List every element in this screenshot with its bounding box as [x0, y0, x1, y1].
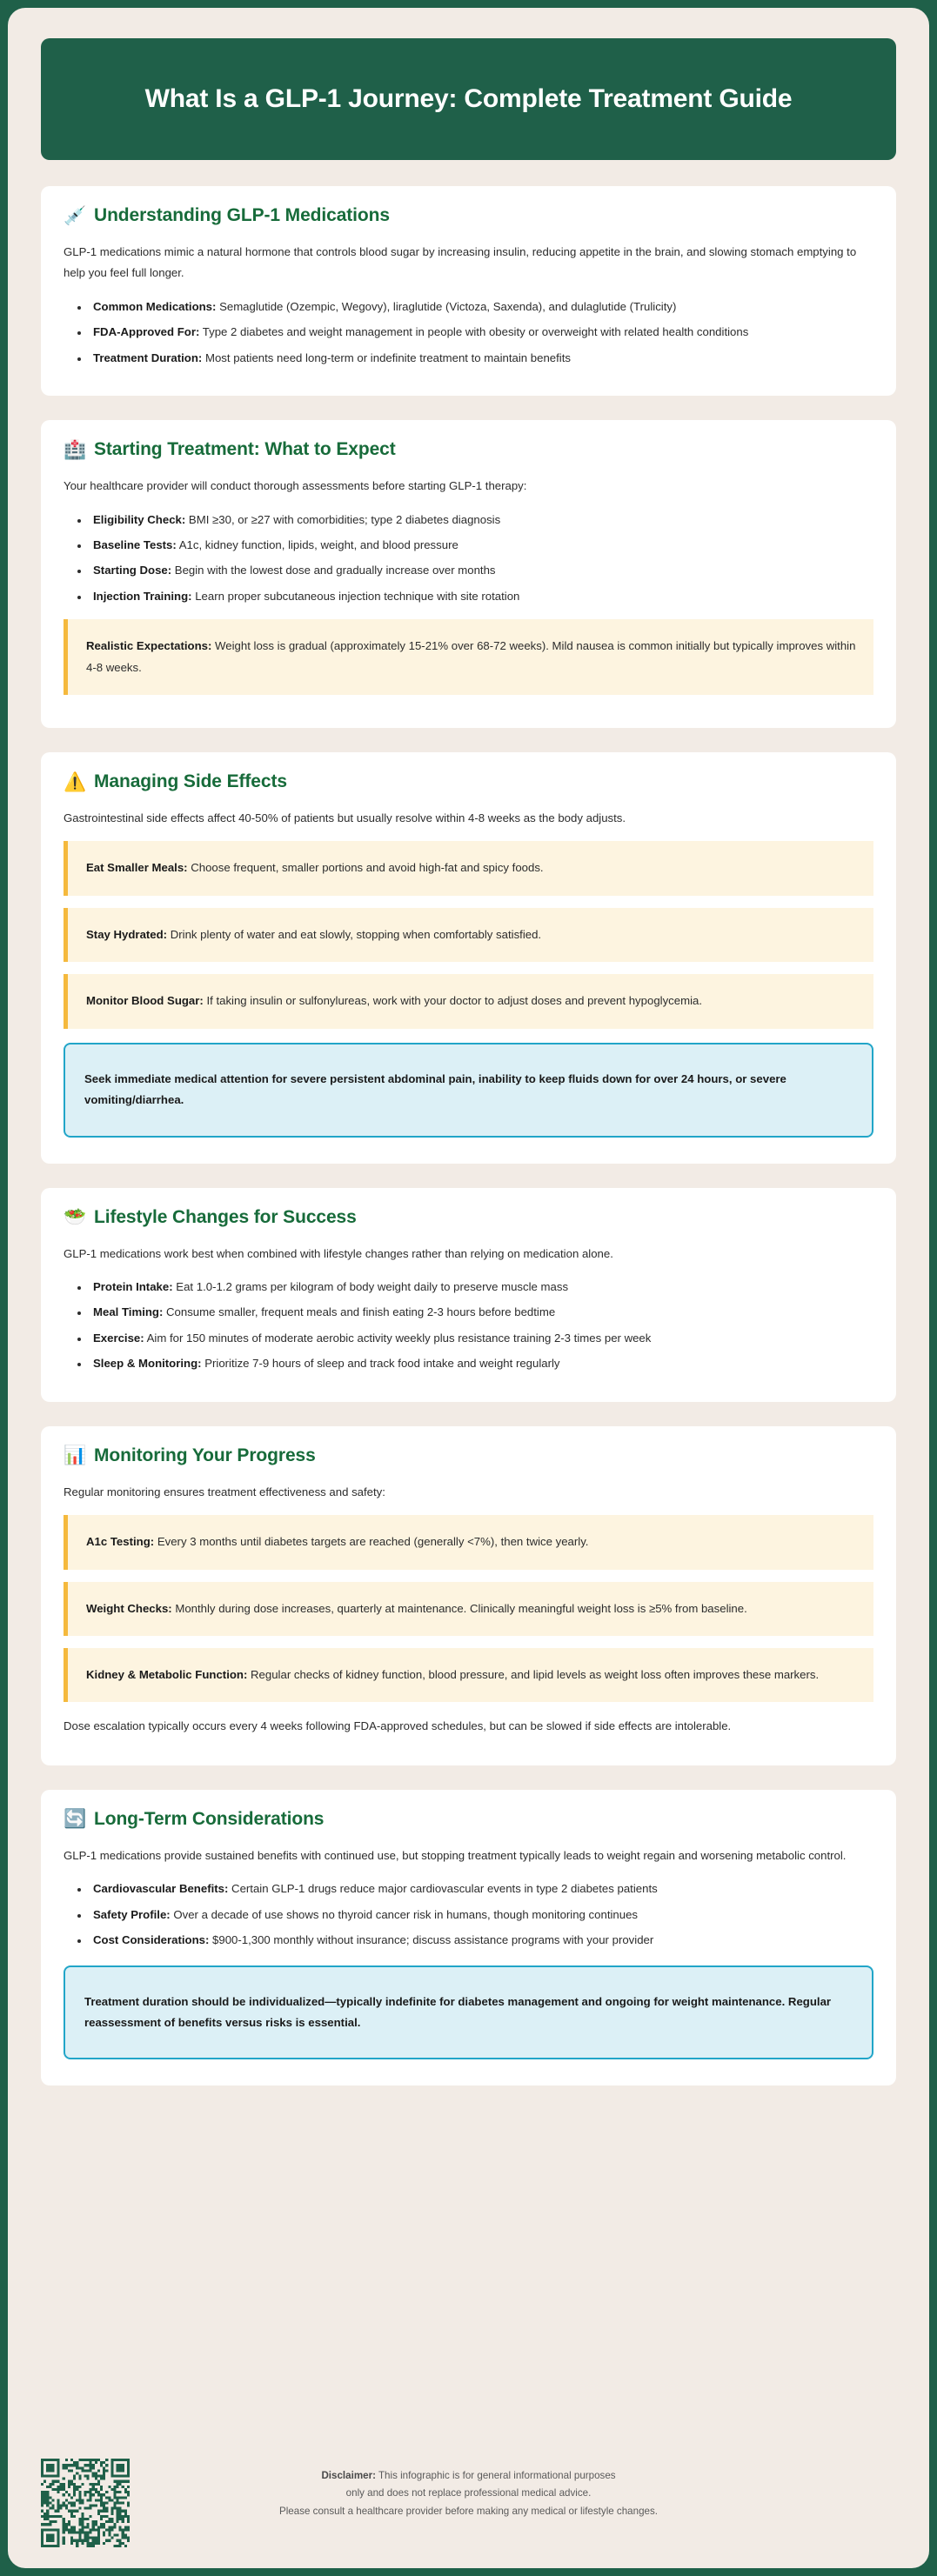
list-item	[90, 586, 873, 607]
list-item-label: Protein Intake:	[93, 1280, 173, 1294]
disclaimer-line-3: Please consult a healthcare provider before making any medical or lifestyle changes.	[278, 2505, 658, 2517]
section-intro: GLP-1 medications provide sustained benefits with continued use, but stopping treatment typically leads to weight regain and worsening metabolic control.	[64, 1848, 847, 1862]
list-item-label: Cost Considerations:	[93, 1933, 210, 1947]
list-item	[90, 297, 873, 317]
section-header	[64, 1445, 873, 1466]
highlight-body: Regular checks of kidney function, blood pressure, and lipid levels as weight loss often improves these markers.	[247, 1667, 820, 1681]
section-title: Long-Term Considerations	[94, 1808, 325, 1829]
list-item-label: Starting Dose:	[93, 564, 172, 577]
list-item-text: Learn proper subcutaneous injection technique with site rotation	[191, 589, 520, 603]
section-intro: Your healthcare provider will conduct thorough assessments before starting GLP-1 therapy:	[64, 479, 527, 493]
section-header	[64, 1207, 873, 1228]
disclaimer-text	[29, 2467, 908, 2520]
bar-chart-icon: 📊	[64, 1445, 87, 1466]
list-item	[90, 322, 873, 343]
section-card	[41, 752, 896, 1164]
disclaimer-label: Disclaimer:	[321, 2470, 376, 2481]
list-item-text: Most patients need long-term or indefinite treatment to maintain benefits	[202, 350, 571, 364]
section-title: Managing Side Effects	[94, 771, 287, 792]
section-card	[41, 186, 896, 396]
highlight-text	[86, 1532, 856, 1552]
highlight-box	[64, 908, 873, 962]
section-card	[41, 420, 896, 728]
highlight-body: Weight loss is gradual (approximately 15-21% over 68-72 weeks). Mild nausea is common initially but typically improves within 4-8 weeks.	[86, 639, 856, 674]
section-card	[41, 1790, 896, 2086]
list-item-text: Begin with the lowest dose and gradually increase over months	[171, 564, 496, 577]
list-item	[90, 510, 873, 531]
highlight-label: Realistic Expectations:	[86, 639, 212, 653]
list-item-text: A1c, kidney function, lipids, weight, and blood pressure	[176, 537, 458, 551]
list-item	[90, 1277, 873, 1298]
bullet-list	[64, 1879, 873, 1951]
section-card	[41, 1426, 896, 1765]
list-item-text: Certain GLP-1 drugs reduce major cardiovascular events in type 2 diabetes patients	[228, 1882, 658, 1896]
list-item-label: Baseline Tests:	[93, 537, 177, 551]
salad-icon: 🥗	[64, 1207, 87, 1228]
page-title: What Is a GLP-1 Journey: Complete Treatment Guide	[144, 84, 793, 113]
list-item	[90, 560, 873, 581]
highlight-label: Monitor Blood Sugar:	[86, 994, 204, 1008]
list-item-text: Type 2 diabetes and weight management in people with obesity or overweight with related health conditions	[199, 325, 749, 339]
highlight-text	[86, 858, 856, 878]
section-title: Understanding GLP-1 Medications	[94, 205, 390, 225]
list-item	[90, 348, 873, 369]
list-item-label: Sleep & Monitoring:	[93, 1357, 202, 1371]
list-item	[90, 1879, 873, 1899]
highlight-box	[64, 841, 873, 895]
section-intro: GLP-1 medications work best when combined with lifestyle changes rather than relying on medication alone.	[64, 1246, 613, 1260]
highlight-label: A1c Testing:	[86, 1535, 155, 1549]
bullet-list	[64, 510, 873, 608]
highlight-body: Drink plenty of water and eat slowly, stopping when comfortably satisfied.	[167, 927, 542, 941]
list-item-text: Aim for 150 minutes of moderate aerobic activity weekly plus resistance training 2-3 times per week	[144, 1331, 652, 1345]
syringe-icon: 💉	[64, 205, 87, 226]
list-item	[90, 1328, 873, 1349]
list-item	[90, 1302, 873, 1323]
section-card	[41, 1188, 896, 1402]
list-item-text: Eat 1.0-1.2 grams per kilogram of body weight daily to preserve muscle mass	[172, 1280, 569, 1294]
section-title: Starting Treatment: What to Expect	[94, 439, 396, 460]
highlight-label: Stay Hydrated:	[86, 927, 168, 941]
highlight-text	[86, 636, 856, 678]
qr-code[interactable]	[41, 2459, 130, 2547]
section-header	[64, 771, 873, 792]
page-content	[8, 8, 929, 2568]
highlight-box	[64, 1648, 873, 1702]
list-item	[90, 535, 873, 556]
highlight-box	[64, 1515, 873, 1569]
header-banner	[41, 38, 896, 160]
list-item-text: Prioritize 7-9 hours of sleep and track food intake and weight regularly	[201, 1357, 560, 1371]
highlight-label: Eat Smaller Meals:	[86, 861, 188, 875]
bullet-list	[64, 297, 873, 369]
disclaimer-line-1-text: This infographic is for general informational purposes	[375, 2470, 616, 2481]
highlight-box	[64, 974, 873, 1028]
alert-box	[64, 1965, 873, 2060]
list-item	[90, 1930, 873, 1951]
list-item-label: Eligibility Check:	[93, 512, 186, 526]
footer	[29, 2446, 908, 2556]
list-item-label: FDA-Approved For:	[93, 325, 200, 339]
highlight-text	[86, 991, 856, 1011]
section-intro: Gastrointestinal side effects affect 40-50% of patients but usually resolve within 4-8 weeks as the body adjusts.	[64, 811, 626, 825]
highlight-body: Choose frequent, smaller portions and avoid high-fat and spicy foods.	[187, 861, 544, 875]
section-header	[64, 205, 873, 226]
list-item-text: Over a decade of use shows no thyroid cancer risk in humans, though monitoring continues	[170, 1907, 639, 1921]
alert-box	[64, 1043, 873, 1138]
highlight-body: Every 3 months until diabetes targets are reached (generally <7%), then twice yearly.	[154, 1535, 589, 1549]
list-item-label: Injection Training:	[93, 589, 192, 603]
section-header	[64, 439, 873, 460]
highlight-label: Kidney & Metabolic Function:	[86, 1667, 248, 1681]
list-item-label: Cardiovascular Benefits:	[93, 1882, 229, 1896]
highlight-body: If taking insulin or sulfonylureas, work with your doctor to adjust doses and prevent hypoglycemia.	[203, 994, 703, 1008]
sections-container	[29, 186, 908, 2110]
highlight-label: Weight Checks:	[86, 1601, 172, 1615]
highlight-text	[86, 1665, 856, 1685]
list-item-label: Safety Profile:	[93, 1907, 171, 1921]
highlight-body: Monthly during dose increases, quarterly at maintenance. Clinically meaningful weight loss is ≥5% from baseline.	[171, 1601, 747, 1615]
section-header	[64, 1809, 873, 1830]
hospital-icon: 🏥	[64, 439, 87, 460]
list-item	[90, 1905, 873, 1925]
list-item-label: Meal Timing:	[93, 1305, 164, 1319]
disclaimer-line-1	[29, 2467, 908, 2485]
refresh-cycle-icon: 🔄	[64, 1809, 87, 1830]
alert-text: Seek immediate medical attention for severe persistent abdominal pain, inability to keep fluids down for over 24 hours, or severe vomiting/diarrhea.	[84, 1071, 786, 1107]
list-item-text: Consume smaller, frequent meals and finish eating 2-3 hours before bedtime	[163, 1305, 556, 1319]
section-intro: Regular monitoring ensures treatment effectiveness and safety:	[64, 1485, 385, 1498]
section-title: Lifestyle Changes for Success	[94, 1206, 357, 1227]
list-item-label: Treatment Duration:	[93, 350, 203, 364]
list-item	[90, 1353, 873, 1374]
list-item-text: BMI ≥30, or ≥27 with comorbidities; type 2 diabetes diagnosis	[185, 512, 501, 526]
alert-text: Treatment duration should be individualized—typically indefinite for diabetes management and ongoing for weight maintenance. Regular reassessment of benefits versus risks is essential.	[84, 1994, 832, 2029]
highlight-box	[64, 1582, 873, 1636]
list-item-label: Common Medications:	[93, 299, 217, 313]
section-outro: Dose escalation typically occurs every 4 weeks following FDA-approved schedules, but can be slowed if side effects are intolerable.	[64, 1719, 732, 1733]
list-item-label: Exercise:	[93, 1331, 144, 1345]
highlight-box	[64, 619, 873, 695]
list-item-text: Semaglutide (Ozempic, Wegovy), liraglutide (Victoza, Saxenda), and dulaglutide (Trulicity)	[216, 299, 677, 313]
section-intro: GLP-1 medications mimic a natural hormone that controls blood sugar by increasing insulin, reducing appetite in the brain, and slowing stomach emptying to help you feel full longer.	[64, 245, 857, 280]
section-title: Monitoring Your Progress	[94, 1445, 316, 1465]
highlight-text	[86, 924, 856, 945]
highlight-text	[86, 1598, 856, 1619]
bullet-list	[64, 1277, 873, 1375]
list-item-text: $900-1,300 monthly without insurance; discuss assistance programs with your provider	[209, 1933, 654, 1947]
warning-icon: ⚠️	[64, 771, 87, 792]
disclaimer-line-2: only and does not replace professional medical advice.	[345, 2487, 592, 2499]
